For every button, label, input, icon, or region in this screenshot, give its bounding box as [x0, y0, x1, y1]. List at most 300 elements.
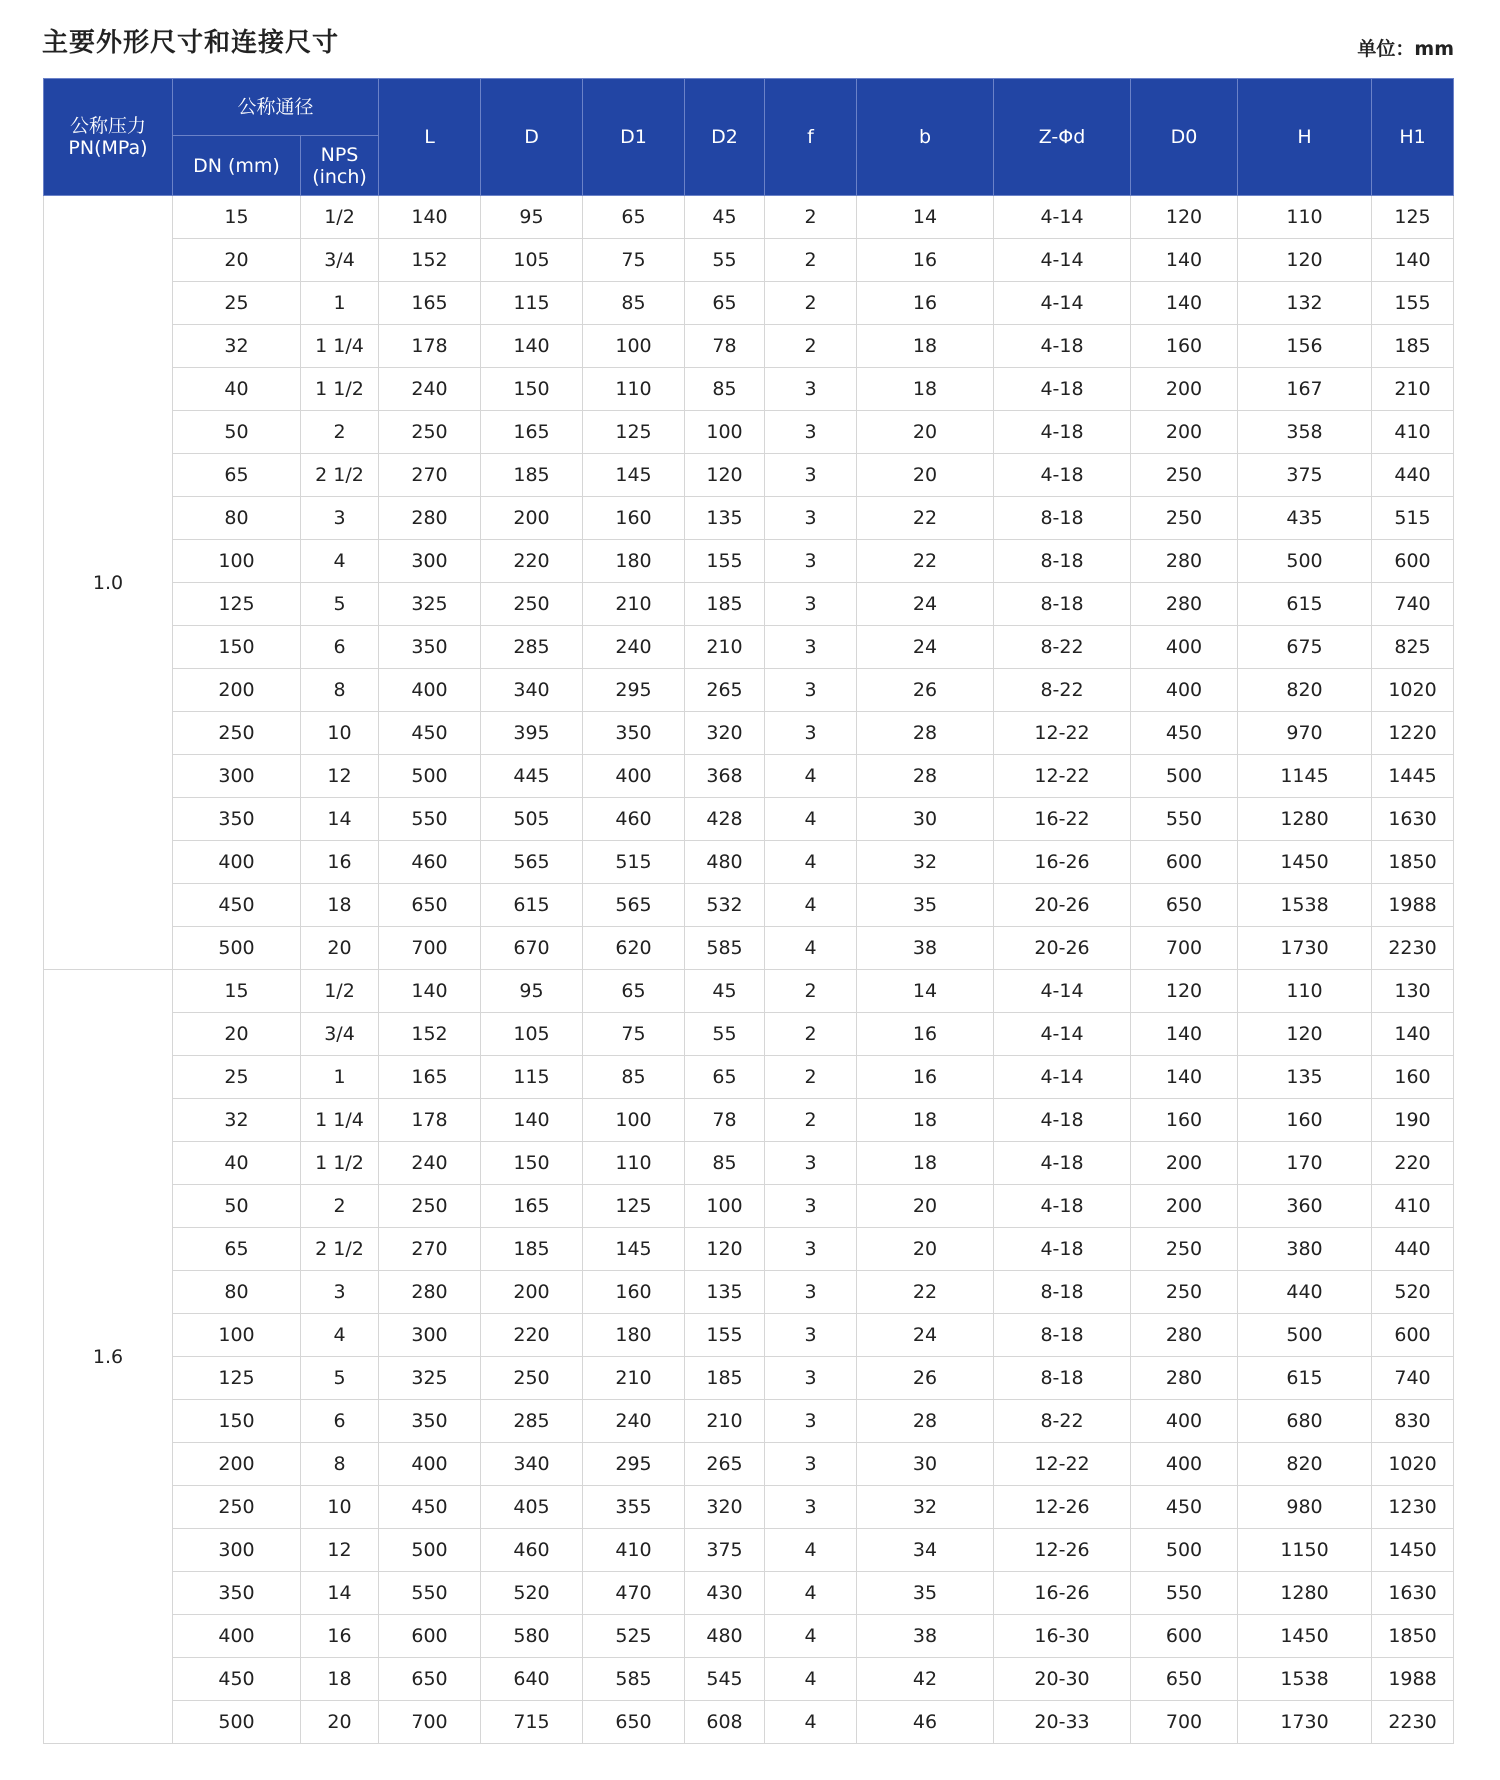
- table-cell: 38: [857, 1615, 994, 1658]
- table-cell: 185: [685, 1357, 765, 1400]
- table-cell: 500: [379, 1529, 481, 1572]
- table-cell: 150: [173, 626, 301, 669]
- table-cell: 125: [173, 583, 301, 626]
- table-cell: 1 1/4: [301, 325, 379, 368]
- header-nps: NPS (inch): [301, 136, 379, 196]
- table-cell: 1850: [1372, 841, 1454, 884]
- table-cell: 400: [1131, 1400, 1238, 1443]
- table-cell: 350: [173, 798, 301, 841]
- table-row: [44, 1271, 1454, 1314]
- table-cell: 65: [173, 1228, 301, 1271]
- table-cell: 650: [379, 1658, 481, 1701]
- table-cell: 8-18: [994, 1314, 1131, 1357]
- table-cell: 167: [1238, 368, 1372, 411]
- table-cell: 470: [583, 1572, 685, 1615]
- table-cell: 200: [173, 669, 301, 712]
- table-cell: 210: [583, 1357, 685, 1400]
- table-cell: 65: [583, 196, 685, 239]
- table-cell: 165: [481, 411, 583, 454]
- table-row: [44, 540, 1454, 583]
- table-cell: 250: [481, 1357, 583, 1400]
- table-cell: 350: [583, 712, 685, 755]
- table-cell: 210: [685, 626, 765, 669]
- table-cell: 26: [857, 669, 994, 712]
- table-cell: 400: [1131, 669, 1238, 712]
- table-cell: 700: [1131, 1701, 1238, 1744]
- table-row: [44, 1658, 1454, 1701]
- table-cell: 500: [379, 755, 481, 798]
- table-row: [44, 1228, 1454, 1271]
- table-cell: 265: [685, 669, 765, 712]
- table-cell: 220: [481, 1314, 583, 1357]
- table-cell: 285: [481, 626, 583, 669]
- table-row: [44, 282, 1454, 325]
- table-cell: 358: [1238, 411, 1372, 454]
- table-cell: 410: [583, 1529, 685, 1572]
- table-cell: 1988: [1372, 1658, 1454, 1701]
- table-cell: 28: [857, 1400, 994, 1443]
- table-cell: 15: [173, 196, 301, 239]
- table-cell: 135: [1238, 1056, 1372, 1099]
- table-cell: 3: [765, 1185, 857, 1228]
- table-cell: 240: [379, 1142, 481, 1185]
- table-cell: 820: [1238, 1443, 1372, 1486]
- table-cell: 32: [857, 841, 994, 884]
- table-cell: 160: [1238, 1099, 1372, 1142]
- table-cell: 615: [481, 884, 583, 927]
- table-row: [44, 411, 1454, 454]
- table-cell: 24: [857, 626, 994, 669]
- table-cell: 400: [173, 1615, 301, 1658]
- table-cell: 8-22: [994, 626, 1131, 669]
- table-cell: 14: [857, 970, 994, 1013]
- table-cell: 3/4: [301, 1013, 379, 1056]
- table-cell: 435: [1238, 497, 1372, 540]
- table-cell: 4: [765, 1615, 857, 1658]
- table-cell: 400: [583, 755, 685, 798]
- table-cell: 8: [301, 1443, 379, 1486]
- table-cell: 280: [1131, 583, 1238, 626]
- table-cell: 4-14: [994, 1013, 1131, 1056]
- table-cell: 360: [1238, 1185, 1372, 1228]
- table-row: [44, 1013, 1454, 1056]
- table-cell: 440: [1372, 1228, 1454, 1271]
- table-cell: 32: [857, 1486, 994, 1529]
- table-cell: 505: [481, 798, 583, 841]
- table-cell: 600: [379, 1615, 481, 1658]
- table-cell: 210: [685, 1400, 765, 1443]
- table-cell: 130: [1372, 970, 1454, 1013]
- table-cell: 395: [481, 712, 583, 755]
- table-cell: 4-14: [994, 282, 1131, 325]
- table-cell: 3: [765, 1400, 857, 1443]
- table-cell: 4-14: [994, 239, 1131, 282]
- table-row: [44, 196, 1454, 239]
- table-cell: 24: [857, 583, 994, 626]
- table-cell: 3: [765, 1357, 857, 1400]
- table-cell: 2 1/2: [301, 1228, 379, 1271]
- table-cell: 410: [1372, 411, 1454, 454]
- table-row: [44, 927, 1454, 970]
- table-cell: 280: [1131, 1357, 1238, 1400]
- table-cell: 4: [765, 755, 857, 798]
- table-cell: 1450: [1372, 1529, 1454, 1572]
- table-cell: 545: [685, 1658, 765, 1701]
- table-cell: 3/4: [301, 239, 379, 282]
- table-cell: 2: [765, 1013, 857, 1056]
- table-cell: 3: [765, 540, 857, 583]
- table-cell: 3: [765, 497, 857, 540]
- table-cell: 3: [765, 1228, 857, 1271]
- unit-label: 单位：mm: [1357, 38, 1454, 60]
- table-cell: 3: [765, 411, 857, 454]
- table-cell: 4-18: [994, 1228, 1131, 1271]
- table-cell: 155: [685, 1314, 765, 1357]
- table-cell: 85: [685, 1142, 765, 1185]
- table-cell: 200: [1131, 368, 1238, 411]
- table-cell: 400: [379, 1443, 481, 1486]
- table-row: [44, 454, 1454, 497]
- table-cell: 250: [379, 411, 481, 454]
- table-cell: 140: [481, 325, 583, 368]
- table-cell: 3: [765, 454, 857, 497]
- table-cell: 8: [301, 669, 379, 712]
- table-cell: 450: [1131, 1486, 1238, 1529]
- table-cell: 400: [1131, 1443, 1238, 1486]
- table-cell: 160: [583, 1271, 685, 1314]
- table-cell: 650: [1131, 1658, 1238, 1701]
- table-cell: 320: [685, 1486, 765, 1529]
- table-cell: 152: [379, 239, 481, 282]
- table-cell: 45: [685, 196, 765, 239]
- table-cell: 2: [765, 1099, 857, 1142]
- table-cell: 16-26: [994, 841, 1131, 884]
- table-cell: 220: [481, 540, 583, 583]
- table-cell: 40: [173, 368, 301, 411]
- table-cell: 515: [1372, 497, 1454, 540]
- table-cell: 32: [173, 1099, 301, 1142]
- table-cell: 18: [857, 325, 994, 368]
- table-cell: 35: [857, 884, 994, 927]
- table-cell: 500: [1238, 1314, 1372, 1357]
- table-cell: 20-26: [994, 927, 1131, 970]
- table-row: [44, 1314, 1454, 1357]
- table-cell: 4: [301, 1314, 379, 1357]
- table-cell: 375: [1238, 454, 1372, 497]
- table-cell: 16: [857, 1056, 994, 1099]
- table-row: [44, 1400, 1454, 1443]
- header-col: f: [765, 79, 857, 196]
- table-cell: 615: [1238, 1357, 1372, 1400]
- table-cell: 368: [685, 755, 765, 798]
- table-cell: 125: [1372, 196, 1454, 239]
- table-cell: 185: [1372, 325, 1454, 368]
- table-cell: 160: [583, 497, 685, 540]
- table-cell: 3: [301, 497, 379, 540]
- table-cell: 430: [685, 1572, 765, 1615]
- header-dn: DN (mm): [173, 136, 301, 196]
- table-row: [44, 1099, 1454, 1142]
- table-cell: 8-18: [994, 583, 1131, 626]
- table-row: [44, 884, 1454, 927]
- table-cell: 16: [857, 239, 994, 282]
- table-cell: 210: [583, 583, 685, 626]
- table-cell: 355: [583, 1486, 685, 1529]
- header-col: b: [857, 79, 994, 196]
- table-cell: 580: [481, 1615, 583, 1658]
- table-cell: 325: [379, 1357, 481, 1400]
- table-row: [44, 1443, 1454, 1486]
- table-cell: 608: [685, 1701, 765, 1744]
- table-cell: 650: [1131, 884, 1238, 927]
- table-cell: 200: [1131, 411, 1238, 454]
- table-cell: 1 1/2: [301, 1142, 379, 1185]
- table-cell: 85: [583, 282, 685, 325]
- table-cell: 1630: [1372, 798, 1454, 841]
- table-header: [44, 79, 1454, 196]
- table-cell: 40: [173, 1142, 301, 1185]
- table-cell: 150: [481, 368, 583, 411]
- table-cell: 8-18: [994, 540, 1131, 583]
- table-cell: 3: [765, 712, 857, 755]
- table-cell: 120: [1238, 239, 1372, 282]
- table-cell: 55: [685, 239, 765, 282]
- table-cell: 640: [481, 1658, 583, 1701]
- table-cell: 300: [173, 755, 301, 798]
- table-row: [44, 1486, 1454, 1529]
- table-cell: 550: [1131, 798, 1238, 841]
- table-cell: 120: [685, 454, 765, 497]
- table-cell: 410: [1372, 1185, 1454, 1228]
- table-cell: 445: [481, 755, 583, 798]
- table-cell: 1020: [1372, 1443, 1454, 1486]
- table-cell: 500: [173, 1701, 301, 1744]
- table-cell: 250: [1131, 1228, 1238, 1271]
- table-cell: 1730: [1238, 1701, 1372, 1744]
- table-cell: 35: [857, 1572, 994, 1615]
- table-cell: 2230: [1372, 927, 1454, 970]
- table-cell: 140: [379, 970, 481, 1013]
- header-col: Z-Φd: [994, 79, 1131, 196]
- table-cell: 140: [481, 1099, 583, 1142]
- table-cell: 440: [1238, 1271, 1372, 1314]
- table-row: [44, 1615, 1454, 1658]
- table-cell: 65: [583, 970, 685, 1013]
- table-cell: 95: [481, 970, 583, 1013]
- table-cell: 100: [173, 540, 301, 583]
- table-cell: 820: [1238, 669, 1372, 712]
- table-row: [44, 755, 1454, 798]
- table-cell: 20: [301, 1701, 379, 1744]
- table-row: [44, 669, 1454, 712]
- table-cell: 16: [857, 1013, 994, 1056]
- table-cell: 1145: [1238, 755, 1372, 798]
- table-cell: 12: [301, 1529, 379, 1572]
- table-cell: 170: [1238, 1142, 1372, 1185]
- table-cell: 350: [379, 1400, 481, 1443]
- table-cell: 400: [1131, 626, 1238, 669]
- table-cell: 140: [1372, 1013, 1454, 1056]
- table-cell: 140: [1131, 1013, 1238, 1056]
- table-cell: 8-18: [994, 1357, 1131, 1400]
- table-cell: 600: [1131, 841, 1238, 884]
- header-pn: 公称压力PN(MPa): [44, 79, 173, 196]
- table-cell: 1230: [1372, 1486, 1454, 1529]
- table-cell: 700: [379, 1701, 481, 1744]
- table-cell: 5: [301, 1357, 379, 1400]
- table-cell: 200: [1131, 1142, 1238, 1185]
- table-row: [44, 368, 1454, 411]
- table-cell: 1280: [1238, 798, 1372, 841]
- table-cell: 135: [685, 1271, 765, 1314]
- table-cell: 2: [765, 970, 857, 1013]
- table-cell: 8-18: [994, 1271, 1131, 1314]
- table-cell: 1 1/4: [301, 1099, 379, 1142]
- table-row: [44, 841, 1454, 884]
- table-cell: 460: [379, 841, 481, 884]
- table-cell: 220: [1372, 1142, 1454, 1185]
- table-cell: 250: [1131, 454, 1238, 497]
- table-cell: 1630: [1372, 1572, 1454, 1615]
- table-cell: 500: [1131, 755, 1238, 798]
- table-cell: 2: [301, 411, 379, 454]
- table-cell: 700: [379, 927, 481, 970]
- table-row: [44, 497, 1454, 540]
- page-title: 主要外形尺寸和连接尺寸: [42, 28, 340, 58]
- table-cell: 532: [685, 884, 765, 927]
- table-cell: 65: [173, 454, 301, 497]
- table-row: [44, 798, 1454, 841]
- table-cell: 145: [583, 1228, 685, 1271]
- table-cell: 675: [1238, 626, 1372, 669]
- table-cell: 110: [583, 1142, 685, 1185]
- table-cell: 340: [481, 1443, 583, 1486]
- table-cell: 250: [481, 583, 583, 626]
- table-cell: 34: [857, 1529, 994, 1572]
- table-cell: 110: [1238, 970, 1372, 1013]
- table-cell: 16-26: [994, 1572, 1131, 1615]
- table-cell: 18: [857, 1099, 994, 1142]
- table-cell: 615: [1238, 583, 1372, 626]
- table-cell: 565: [481, 841, 583, 884]
- table-cell: 20: [173, 239, 301, 282]
- table-cell: 295: [583, 669, 685, 712]
- table-cell: 8-22: [994, 1400, 1131, 1443]
- table-cell: 620: [583, 927, 685, 970]
- table-cell: 200: [481, 1271, 583, 1314]
- table-cell: 55: [685, 1013, 765, 1056]
- table-cell: 4: [765, 1658, 857, 1701]
- table-cell: 380: [1238, 1228, 1372, 1271]
- table-cell: 80: [173, 1271, 301, 1314]
- table-cell: 3: [765, 1314, 857, 1357]
- table-cell: 210: [1372, 368, 1454, 411]
- table-cell: 428: [685, 798, 765, 841]
- table-cell: 28: [857, 755, 994, 798]
- table-cell: 350: [173, 1572, 301, 1615]
- table-cell: 18: [301, 884, 379, 927]
- table-cell: 110: [1238, 196, 1372, 239]
- table-cell: 22: [857, 1271, 994, 1314]
- table-cell: 270: [379, 454, 481, 497]
- table-cell: 20: [857, 1185, 994, 1228]
- table-cell: 26: [857, 1357, 994, 1400]
- table-cell: 22: [857, 540, 994, 583]
- table-row: [44, 712, 1454, 755]
- table-cell: 240: [583, 1400, 685, 1443]
- table-cell: 46: [857, 1701, 994, 1744]
- table-cell: 160: [1372, 1056, 1454, 1099]
- table-cell: 4-18: [994, 325, 1131, 368]
- table-cell: 285: [481, 1400, 583, 1443]
- table-cell: 15: [173, 970, 301, 1013]
- table-cell: 165: [481, 1185, 583, 1228]
- table-cell: 250: [173, 712, 301, 755]
- table-cell: 132: [1238, 282, 1372, 325]
- table-cell: 550: [379, 798, 481, 841]
- table-cell: 280: [1131, 540, 1238, 583]
- table-cell: 140: [1372, 239, 1454, 282]
- table-cell: 190: [1372, 1099, 1454, 1142]
- table-cell: 120: [1131, 196, 1238, 239]
- table-cell: 12-26: [994, 1486, 1131, 1529]
- table-cell: 270: [379, 1228, 481, 1271]
- table-cell: 20: [857, 1228, 994, 1271]
- table-row: [44, 1529, 1454, 1572]
- table-cell: 1150: [1238, 1529, 1372, 1572]
- table-cell: 105: [481, 1013, 583, 1056]
- table-cell: 22: [857, 497, 994, 540]
- table-cell: 75: [583, 1013, 685, 1056]
- table-cell: 185: [685, 583, 765, 626]
- table-cell: 250: [173, 1486, 301, 1529]
- table-cell: 10: [301, 712, 379, 755]
- table-cell: 440: [1372, 454, 1454, 497]
- table-cell: 160: [1131, 1099, 1238, 1142]
- table-cell: 16-22: [994, 798, 1131, 841]
- table-cell: 16: [301, 1615, 379, 1658]
- table-cell: 178: [379, 325, 481, 368]
- table-cell: 12-26: [994, 1529, 1131, 1572]
- table-cell: 140: [379, 196, 481, 239]
- table-cell: 4-14: [994, 196, 1131, 239]
- table-cell: 740: [1372, 583, 1454, 626]
- table-cell: 20-30: [994, 1658, 1131, 1701]
- table-cell: 2 1/2: [301, 454, 379, 497]
- table-cell: 125: [583, 411, 685, 454]
- table-cell: 20: [173, 1013, 301, 1056]
- table-cell: 375: [685, 1529, 765, 1572]
- table-cell: 155: [685, 540, 765, 583]
- table-cell: 135: [685, 497, 765, 540]
- table-cell: 300: [379, 1314, 481, 1357]
- table-cell: 525: [583, 1615, 685, 1658]
- table-cell: 450: [173, 1658, 301, 1701]
- table-cell: 100: [685, 411, 765, 454]
- table-cell: 200: [1131, 1185, 1238, 1228]
- table-cell: 155: [1372, 282, 1454, 325]
- table-cell: 85: [685, 368, 765, 411]
- table-cell: 20: [857, 454, 994, 497]
- table-cell: 165: [379, 1056, 481, 1099]
- table-cell: 1538: [1238, 1658, 1372, 1701]
- table-cell: 600: [1372, 1314, 1454, 1357]
- table-cell: 3: [765, 626, 857, 669]
- table-cell: 150: [173, 1400, 301, 1443]
- table-cell: 4: [765, 927, 857, 970]
- table-cell: 970: [1238, 712, 1372, 755]
- table-cell: 700: [1131, 927, 1238, 970]
